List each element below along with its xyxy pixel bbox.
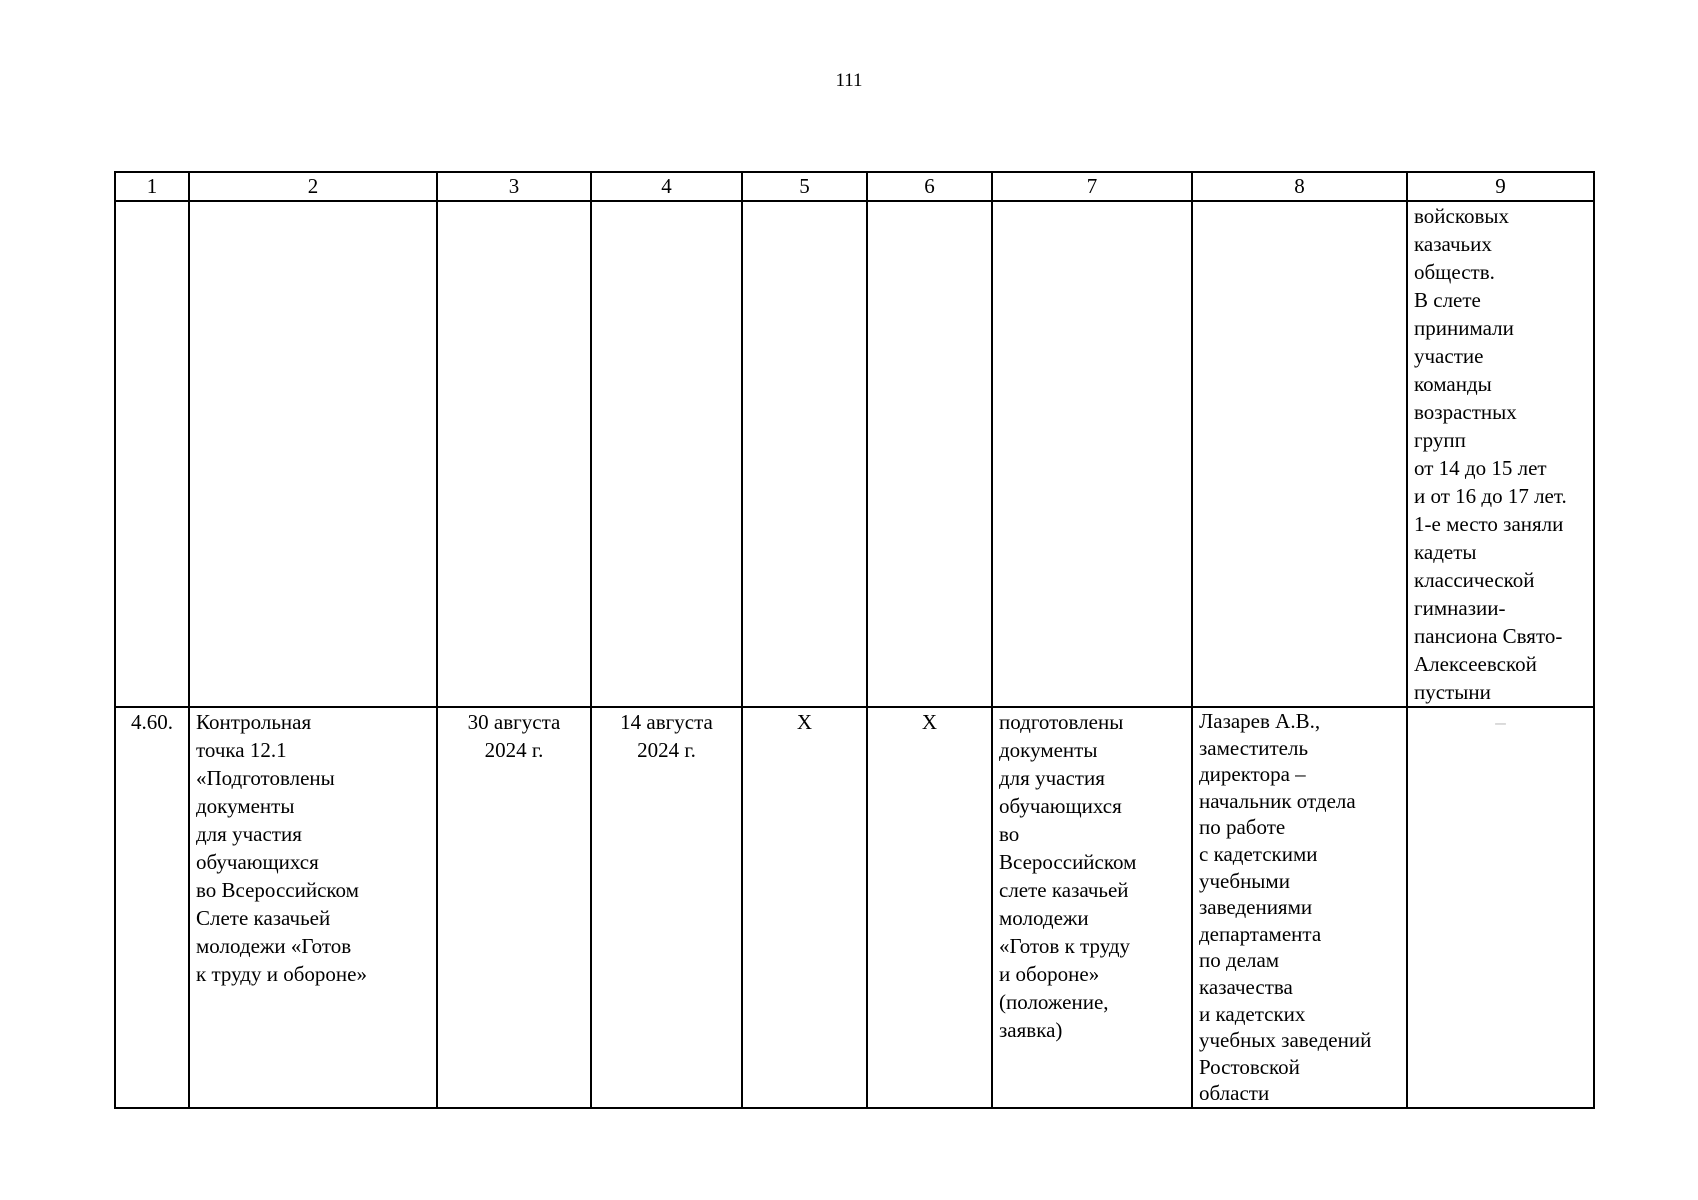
table-row-continuation xyxy=(115,201,1594,707)
header-col-3: 3 xyxy=(437,172,591,201)
cell-col6-mark: Х xyxy=(867,707,992,1108)
cell-actual-date: 14 августа 2024 г. xyxy=(591,707,742,1108)
cell-planned-date: 30 августа 2024 г. xyxy=(437,707,591,1108)
cell-empty xyxy=(591,201,742,707)
header-col-7: 7 xyxy=(992,172,1192,201)
cell-empty xyxy=(189,201,437,707)
header-col-9: 9 xyxy=(1407,172,1594,201)
cell-event-name: Контрольная точка 12.1 «Подготовлены документы для участия обучающихся во Всероссийском Слете казачьей молодежи «Готов к труду и обороне» xyxy=(189,707,437,1108)
header-col-6: 6 xyxy=(867,172,992,201)
cell-empty xyxy=(1192,201,1407,707)
cell-item-number: 4.60. xyxy=(115,707,189,1108)
plan-table xyxy=(114,171,1595,1109)
header-col-2: 2 xyxy=(189,172,437,201)
page-number: 111 xyxy=(835,70,863,91)
table-row-4-60 xyxy=(115,707,1594,1108)
header-col-5: 5 xyxy=(742,172,867,201)
cell-empty xyxy=(437,201,591,707)
cell-empty xyxy=(742,201,867,707)
header-col-4: 4 xyxy=(591,172,742,201)
header-col-1: 1 xyxy=(115,172,189,201)
cell-result-continuation: войсковых казачьих обществ. В слете принимали участие команды возрастных групп от 14 до 15 лет и от 16 до 17 лет. 1-е место заняли кадеты классической гимназии- пансиона Свято- Алексеевской пустыни xyxy=(1407,201,1594,707)
cell-empty xyxy=(992,201,1192,707)
cell-responsible-person: Лазарев А.В., заместитель директора – начальник отдела по работе с кадетскими учебными заведениями департамента по делам казачества и кадетских учебных заведений Ростовской области xyxy=(1192,707,1407,1108)
cell-empty xyxy=(115,201,189,707)
cell-col5-mark: Х xyxy=(742,707,867,1108)
header-col-8: 8 xyxy=(1192,172,1407,201)
header-row xyxy=(115,172,1594,201)
cell-result-dash: – xyxy=(1407,707,1594,1108)
cell-result-description: подготовлены документы для участия обучающихся во Всероссийском слете казачьей молодежи «Готов к труду и обороне» (положение, заявка) xyxy=(992,707,1192,1108)
cell-empty xyxy=(867,201,992,707)
